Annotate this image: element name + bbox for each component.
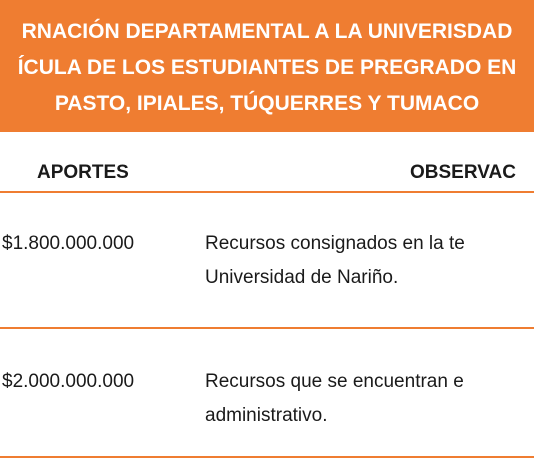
observacion-line-2: Universidad de Nariño. (205, 267, 399, 288)
aporte-value: $1.800.000.000 (2, 233, 135, 254)
observacion-line-1: Recursos que se encuentran e (205, 371, 464, 392)
row-divider (0, 456, 534, 458)
title-line-2: ÍCULA DE LOS ESTUDIANTES DE PREGRADO EN (17, 56, 517, 79)
title-line-3: PASTO, IPIALES, TÚQUERRES Y TUMACO (54, 92, 480, 115)
title-line-1: RNACIÓN DEPARTAMENTAL A LA UNIVERISDAD (21, 20, 513, 43)
observacion-line-2: administrativo. (205, 405, 328, 426)
table-title-banner (0, 0, 534, 132)
header-divider (0, 191, 534, 193)
row-divider (0, 327, 534, 329)
aporte-value: $2.000.000.000 (2, 371, 135, 392)
column-header-aportes: APORTES (37, 162, 129, 183)
observacion-line-1: Recursos consignados en la te (205, 233, 465, 254)
column-header-observaciones: OBSERVAC (410, 162, 516, 183)
